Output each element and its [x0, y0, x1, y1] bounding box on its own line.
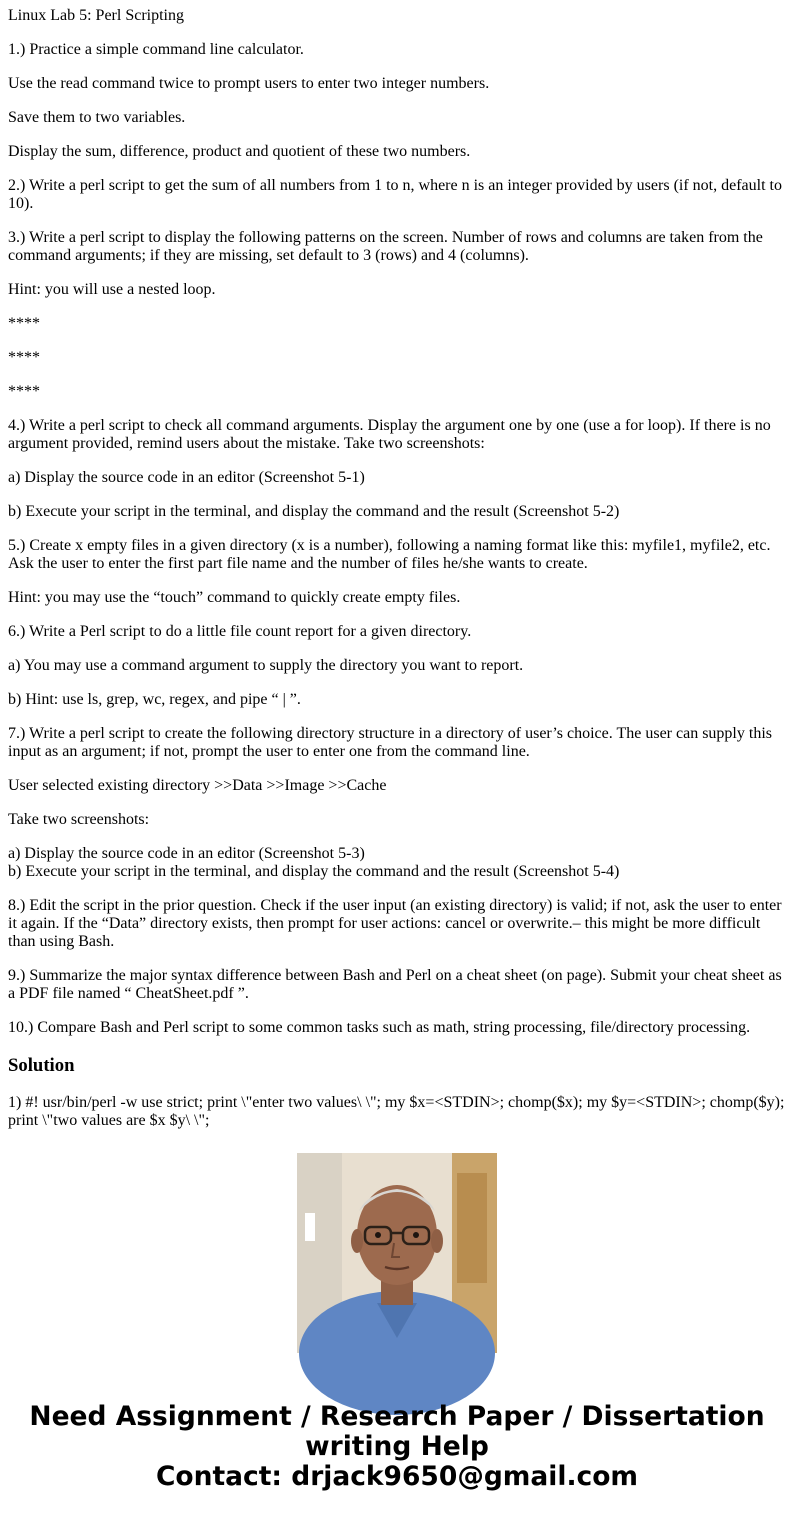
- paragraph: 7.) Write a perl script to create the following directory structure in a directory of user’s choice. The user can supply this input as an argument; if not, prompt the user to enter one from the command line.: [8, 725, 772, 760]
- solution-preview: [8, 1094, 786, 1129]
- paragraph: 5.) Create x empty files in a given directory (x is a number), following a naming format like this: myfile1, myfile2, etc. Ask the user to enter the first part file name and the number of files he/she wants to create.: [8, 537, 771, 572]
- screenshot-line: a) Display the source code in an editor (Screenshot 5-3): [8, 845, 365, 862]
- footer-contact: Contact: drjack9650@gmail.com: [155, 1461, 639, 1492]
- paragraph: 1.) Practice a simple command line calculator.: [8, 41, 304, 58]
- paragraph: 2.) Write a perl script to get the sum of all numbers from 1 to n, where n is an integer provided by users (if not, default to 10).: [8, 177, 782, 212]
- solution-heading: Solution: [8, 1055, 75, 1076]
- paragraph: 8.) Edit the script in the prior question. Check if the user input (an existing directory) is valid; if not, ask the user to enter it again. If the “Data” directory exists, then prompt for user actions: cancel or overwrite.– this might be more difficult than using Bash.: [8, 897, 782, 950]
- paragraph: 6.) Write a Perl script to do a little file count report for a given directory.: [8, 623, 472, 640]
- portrait-photo: [297, 1153, 497, 1353]
- paragraph: Take two screenshots:: [8, 811, 150, 828]
- pattern-line: ****: [8, 315, 40, 332]
- screenshot-line: b) Execute your script in the terminal, and display the command and the result (Screenshot 5-4): [8, 863, 620, 880]
- document-body: [8, 0, 786, 1129]
- paragraph: 9.) Summarize the major syntax difference between Bash and Perl on a cheat sheet (on page). Submit your cheat sheet as a PDF file named “ CheatSheet.pdf ”.: [8, 967, 782, 1002]
- paragraph: Save them to two variables.: [8, 109, 186, 126]
- pattern-line: ****: [8, 349, 40, 366]
- paragraph: b) Execute your script in the terminal, and display the command and the result (Screenshot 5-2): [8, 503, 620, 520]
- paragraph: a) You may use a command argument to supply the directory you want to report.: [8, 657, 524, 674]
- paragraph: 4.) Write a perl script to check all command arguments. Display the argument one by one (use a for loop). If there is no argument provided, remind users about the mistake. Take two screenshots:: [8, 417, 771, 452]
- paragraph: Hint: you will use a nested loop.: [8, 281, 216, 298]
- paragraph: a) Display the source code in an editor (Screenshot 5-1): [8, 469, 365, 486]
- paragraph: Display the sum, difference, product and quotient of these two numbers.: [8, 143, 471, 160]
- paragraph: 10.) Compare Bash and Perl script to some common tasks such as math, string processing, file/directory processing.: [8, 1019, 751, 1036]
- footer-banner: [0, 1402, 794, 1492]
- solution-text: 1) #! usr/bin/perl -w use strict; print \"enter two values\ \"; my $x=<STDIN>; chomp($x); my $y=<STDIN>; chomp($y); print \"two values are $x $y\ \";: [8, 1094, 785, 1129]
- paragraph: User selected existing directory >>Data >>Image >>Cache: [8, 777, 387, 794]
- paragraph: 3.) Write a perl script to display the following patterns on the screen. Number of rows and columns are taken from the command arguments; if they are missing, set default to 3 (rows) and 4 (columns).: [8, 229, 763, 264]
- avatar: [297, 1153, 497, 1353]
- footer-line: writing Help: [305, 1431, 489, 1462]
- document-title: Linux Lab 5: Perl Scripting: [8, 7, 184, 24]
- footer-line: Need Assignment / Research Paper / Dissertation: [29, 1401, 765, 1432]
- paragraph: Hint: you may use the “touch” command to quickly create empty files.: [8, 589, 461, 606]
- screenshot-list: [8, 845, 786, 881]
- pattern-line: ****: [8, 383, 40, 400]
- paragraph: Use the read command twice to prompt users to enter two integer numbers.: [8, 75, 490, 92]
- paragraph: b) Hint: use ls, grep, wc, regex, and pipe “ | ”.: [8, 691, 301, 708]
